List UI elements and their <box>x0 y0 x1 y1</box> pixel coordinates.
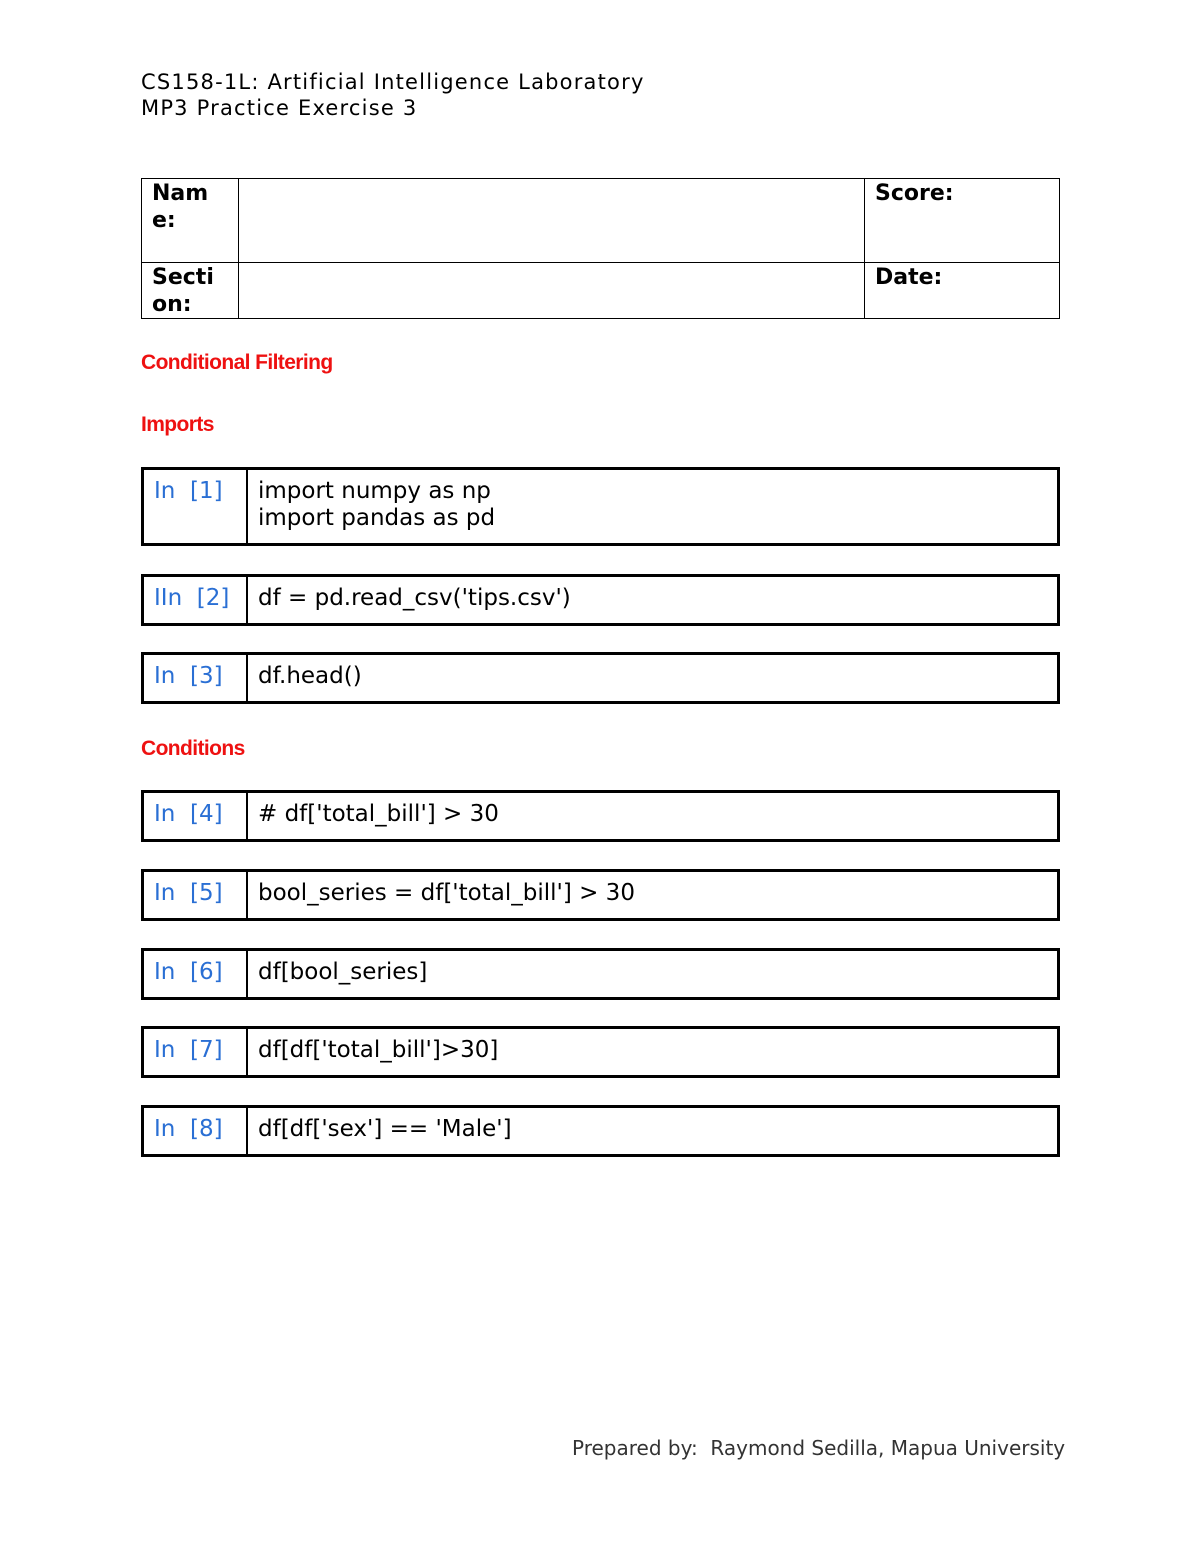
heading-conditions: Conditions <box>141 737 245 760</box>
section-field[interactable] <box>239 263 865 319</box>
heading-conditional-filtering: Conditional Filtering <box>141 351 333 374</box>
code-cell[interactable] <box>141 948 1060 1000</box>
code-cell[interactable] <box>141 467 1060 546</box>
cell-prompt: In [6] <box>144 951 248 997</box>
code-cell[interactable] <box>141 869 1060 921</box>
code-line: df[bool_series] <box>258 959 428 985</box>
code-line: bool_series = df['total_bill'] > 30 <box>258 880 635 906</box>
code-line: import pandas as pd <box>258 505 496 531</box>
cell-code[interactable] <box>248 577 1057 623</box>
cell-prompt: IIn [2] <box>144 577 248 623</box>
score-label: Score: <box>865 179 1060 263</box>
section-label: Section: <box>142 263 239 319</box>
date-label: Date: <box>865 263 1060 319</box>
code-line: import numpy as np <box>258 478 491 504</box>
cell-code[interactable] <box>248 951 1057 997</box>
code-cell[interactable] <box>141 1026 1060 1078</box>
code-line: df = pd.read_csv('tips.csv') <box>258 585 571 611</box>
student-info-table <box>141 178 1060 319</box>
code-line: df[df['total_bill']>30] <box>258 1037 499 1063</box>
cell-code[interactable] <box>248 793 1057 839</box>
code-cell[interactable] <box>141 1105 1060 1157</box>
code-cell[interactable] <box>141 652 1060 704</box>
code-line: df.head() <box>258 663 362 689</box>
code-line: # df['total_bill'] > 30 <box>258 801 499 827</box>
cell-prompt: In [5] <box>144 872 248 918</box>
cell-code[interactable] <box>248 470 1057 543</box>
cell-code[interactable] <box>248 872 1057 918</box>
code-cell[interactable] <box>141 574 1060 626</box>
code-line: df[df['sex'] == 'Male'] <box>258 1116 512 1142</box>
exercise-title: MP3 Practice Exercise 3 <box>141 96 418 120</box>
cell-prompt: In [7] <box>144 1029 248 1075</box>
code-cell[interactable] <box>141 790 1060 842</box>
name-label: Name: <box>142 179 239 263</box>
cell-prompt: In [8] <box>144 1108 248 1154</box>
cell-prompt: In [3] <box>144 655 248 701</box>
cell-code[interactable] <box>248 1029 1057 1075</box>
prepared-by-footer: Prepared by: Raymond Sedilla, Mapua University <box>572 1436 1066 1460</box>
course-title: CS158-1L: Artificial Intelligence Laboratory <box>141 70 645 94</box>
cell-prompt: In [4] <box>144 793 248 839</box>
name-field[interactable] <box>239 179 865 263</box>
heading-imports: Imports <box>141 413 214 436</box>
cell-code[interactable] <box>248 1108 1057 1154</box>
cell-prompt: In [1] <box>144 470 248 543</box>
cell-code[interactable] <box>248 655 1057 701</box>
